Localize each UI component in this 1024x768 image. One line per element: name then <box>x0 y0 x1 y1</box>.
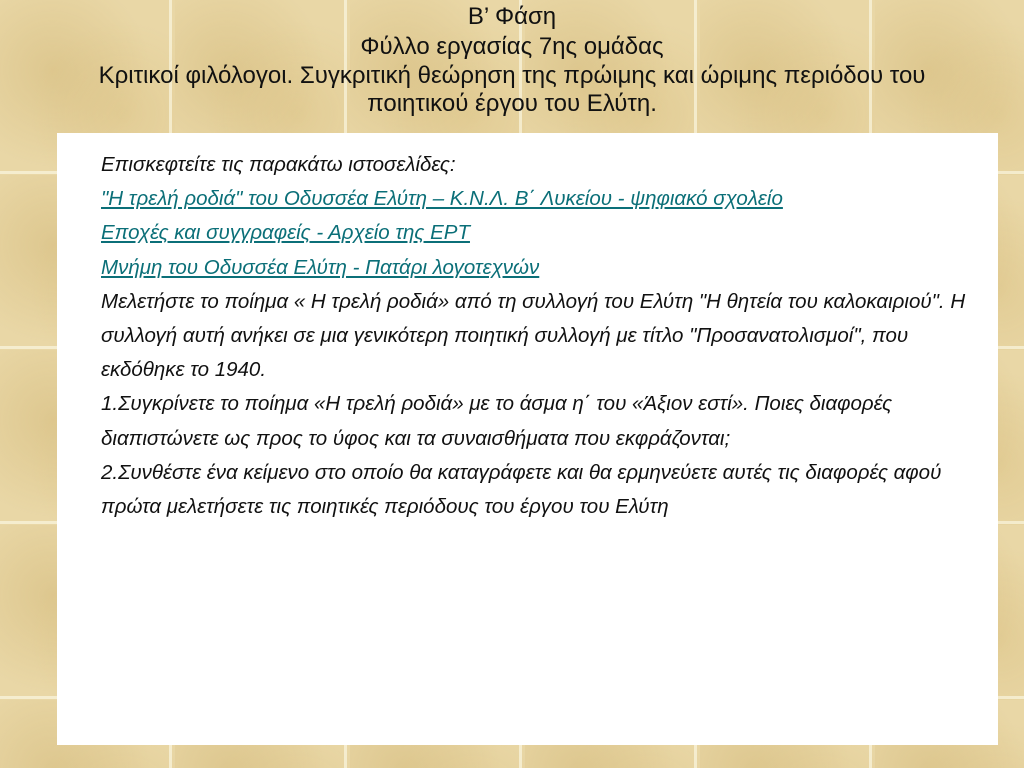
topic-title: Κριτικοί φιλόλογοι. Συγκριτική θεώρηση της πρώιμης και ώριμης περιόδου του ποιητικού έργου του Ελύτη. <box>98 62 926 117</box>
study-instruction: Μελετήστε το ποίημα « Η τρελή ροδιά» από τη συλλογή του Ελύτη "Η θητεία του καλοκαιριού". Η συλλογή αυτή ανήκει σε μια γενικότερη ποιητική συλλογή με τίτλο "Προσανατολισμοί", που εκδόθηκε το 1940. <box>101 289 966 382</box>
task-1: 1.Συγκρίνετε το ποίημα «Η τρελή ροδιά» με το άσμα η΄ του «Άξιον εστί». Ποιες διαφορές διαπιστώνετε ως προς το ύφος και τα συναισθήματα που εκφράζονται; <box>101 392 893 450</box>
worksheet-title: Φύλλο εργασίας 7ης ομάδας <box>360 33 664 60</box>
link-patari[interactable]: Μνήμη του Οδυσσέα Ελύτη - Πατάρι λογοτεχνών <box>101 255 540 279</box>
link-ert-archive[interactable]: Εποχές και συγγραφείς - Αρχείο της ΕΡΤ <box>101 221 470 245</box>
phase-title: Β’ Φάση <box>467 3 557 30</box>
link-trelh-rodia[interactable]: "Η τρελή ροδιά" του Οδυσσέα Ελύτη – Κ.Ν.Λ. Β΄ Λυκείου - ψηφιακό σχολείο <box>101 187 783 211</box>
worksheet-body <box>101 148 991 524</box>
intro-text: Επισκεφτείτε τις παρακάτω ιστοσελίδες: <box>101 153 456 176</box>
slide-title <box>0 2 1024 118</box>
task-2: 2.Συνθέστε ένα κείμενο στο οποίο θα καταγράφετε και θα ερμηνεύετε αυτές τις διαφορές αφού πρώτα μελετήσετε τις ποιητικές περιόδους του έργου του Ελύτη <box>101 460 942 519</box>
content-panel <box>57 133 998 745</box>
